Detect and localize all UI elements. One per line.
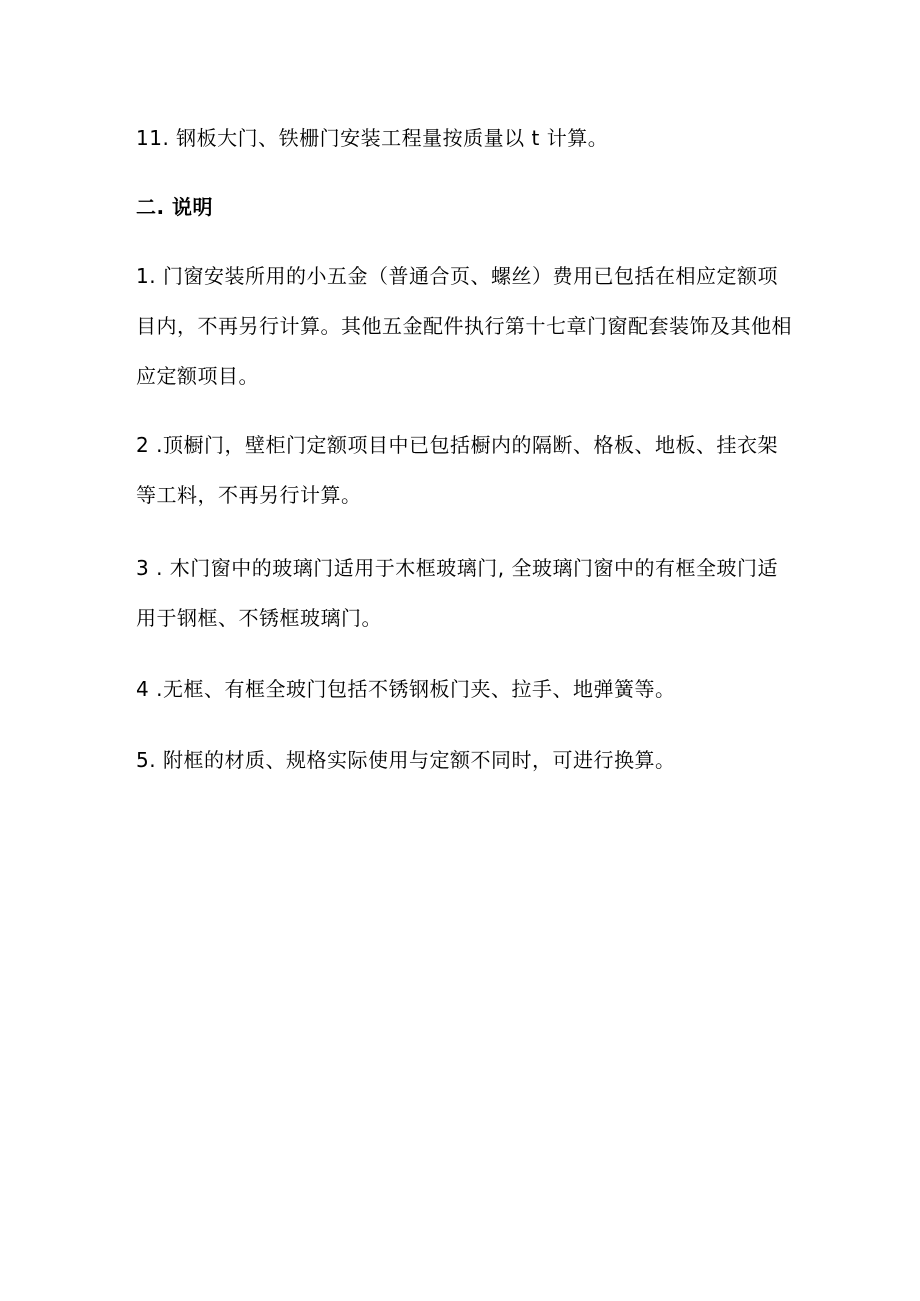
paragraph-note-1: 1. 门窗安装所用的小五金（普通合页、螺丝）费用已包括在相应定额项目内，不再另行计算。其他五金配件执行第十七章门窗配套装饰及其他相应定额项目。 <box>136 264 792 388</box>
paragraph-note-3: 3 . 木门窗中的玻璃门适用于木框玻璃门, 全玻璃门窗中的有框全玻门适用于钢框、不锈框玻璃门。 <box>136 556 779 630</box>
paragraph-note-5: 5. 附框的材质、规格实际使用与定额不同时，可进行换算。 <box>136 748 676 772</box>
section-heading-explanation: 二. 说明 <box>136 195 214 219</box>
paragraph-note-4: 4 .无框、有框全玻门包括不锈钢板门夹、拉手、地弹簧等。 <box>136 677 676 701</box>
paragraph-item-11: 11. 钢板大门、铁栅门安装工程量按质量以 t 计算。 <box>136 126 609 150</box>
paragraph-note-2: 2 .顶橱门，壁柜门定额项目中已包括橱内的隔断、格板、地板、挂衣架等工料，不再另行计算。 <box>136 433 778 507</box>
